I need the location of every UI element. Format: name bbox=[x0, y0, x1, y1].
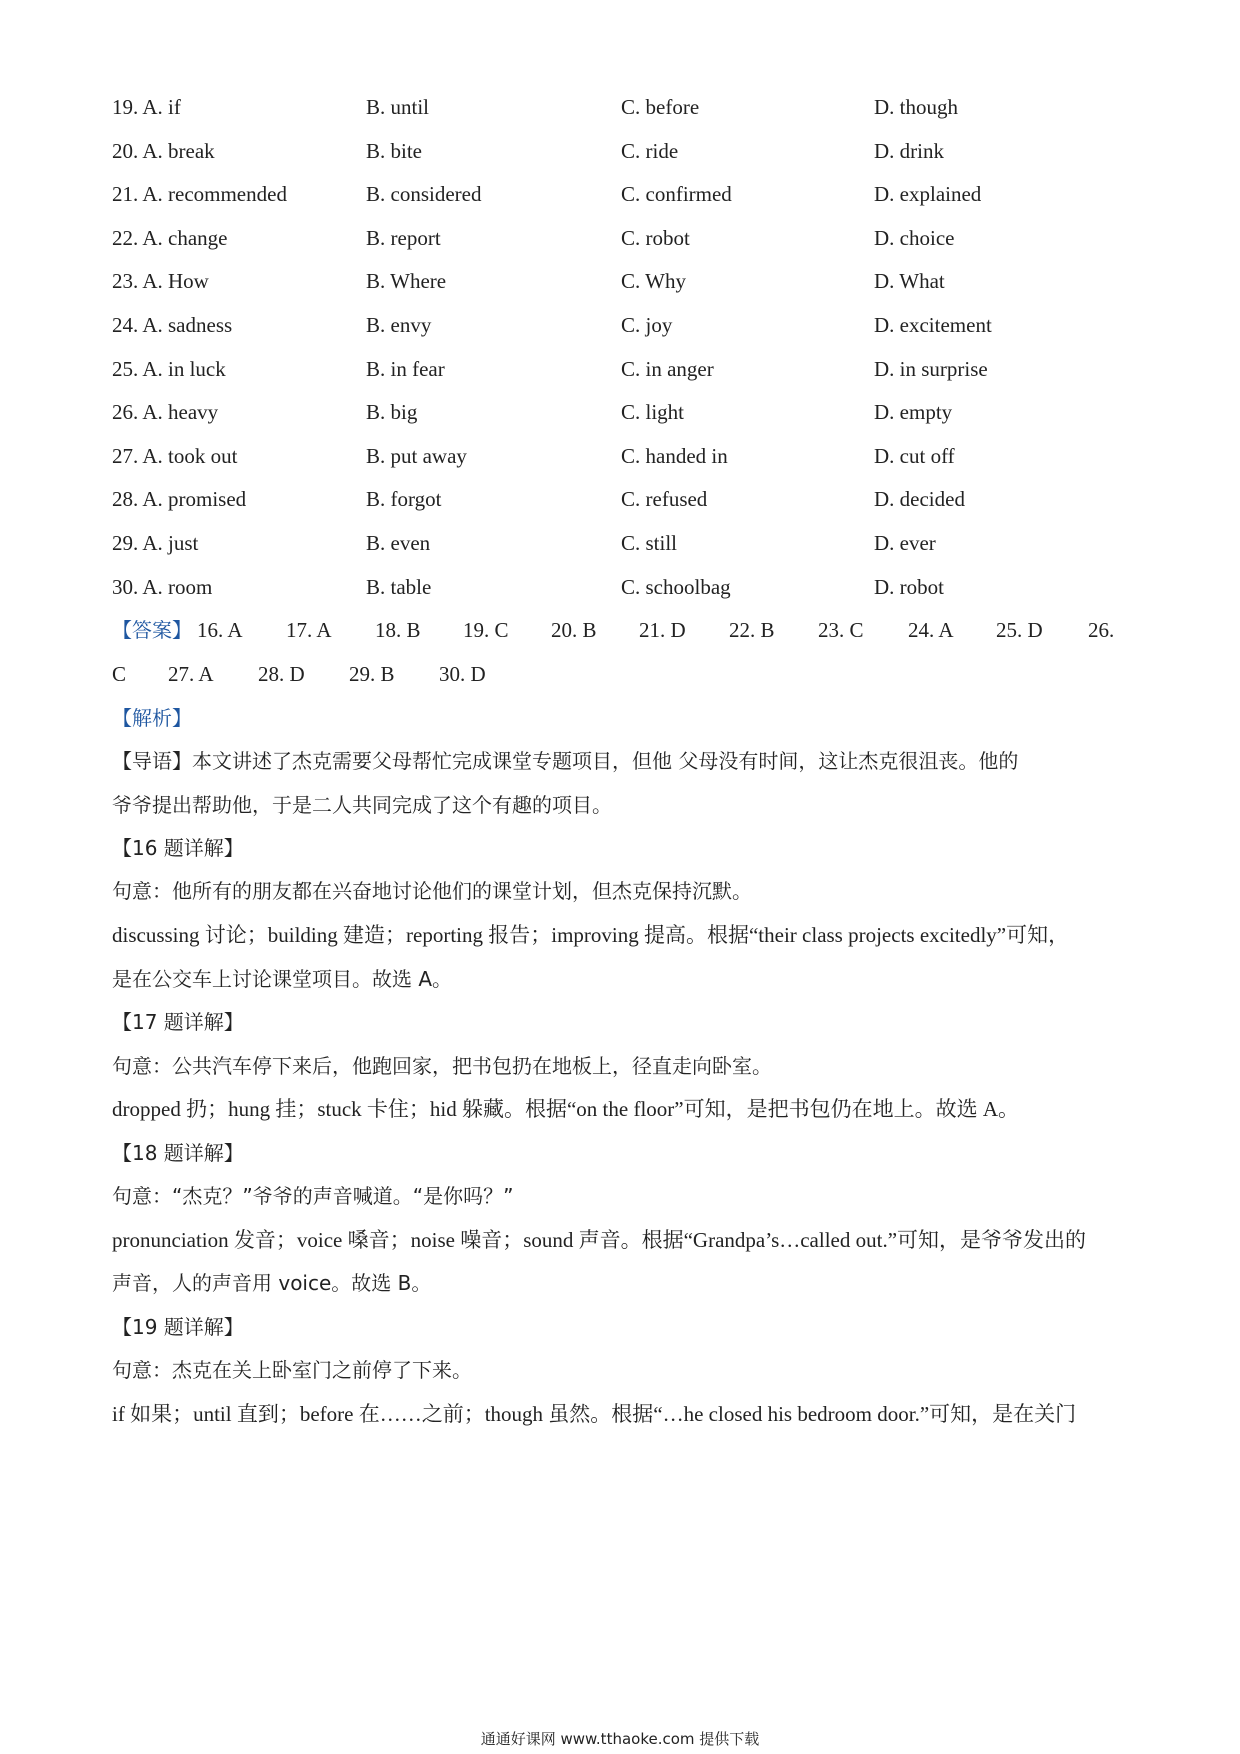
option-c: C. refused bbox=[621, 487, 708, 511]
answer-item: 23. C bbox=[818, 618, 864, 642]
option-c: C. confirmed bbox=[621, 182, 732, 206]
option-a: 23. A. How bbox=[112, 269, 209, 293]
option-b: B. bite bbox=[366, 139, 422, 163]
intro-line-1: 【导语】本文讲述了杰克需要父母帮忙完成课堂专题项目，但他 父母没有时间，这让杰克很沮丧。他的 bbox=[112, 749, 1019, 773]
option-d: D. empty bbox=[874, 400, 953, 424]
option-a: 30. A. room bbox=[112, 575, 213, 599]
option-b: B. considered bbox=[366, 182, 482, 206]
answer-item: 26. bbox=[1088, 618, 1115, 642]
option-d: D. ever bbox=[874, 531, 936, 555]
option-row bbox=[0, 354, 1240, 384]
q19-explanation-1: if 如果；until 直到；before 在……之前；though 虽然。根据“…he closed his bedroom door.”可知，是在关门 bbox=[112, 1402, 1077, 1426]
intro-line-2: 爷爷提出帮助他，于是二人共同完成了这个有趣的项目。 bbox=[112, 793, 612, 817]
answer-label: 【答案】 bbox=[112, 618, 192, 642]
option-d: D. in surprise bbox=[874, 357, 988, 381]
option-d: D. What bbox=[874, 269, 945, 293]
option-row bbox=[0, 441, 1240, 471]
option-c: C. robot bbox=[621, 226, 690, 250]
answer-item: 25. D bbox=[996, 618, 1043, 642]
answer-item: 28. D bbox=[258, 662, 305, 686]
option-d: D. choice bbox=[874, 226, 955, 250]
q16-explanation-1: discussing 讨论；building 建造；reporting 报告；improving 提高。根据“their class projects excitedly”可知， bbox=[112, 923, 1070, 947]
option-d: D. explained bbox=[874, 182, 982, 206]
answer-item: 16. A bbox=[197, 618, 243, 642]
answer-item: 20. B bbox=[551, 618, 597, 642]
option-a: 26. A. heavy bbox=[112, 400, 219, 424]
option-row bbox=[0, 179, 1240, 209]
q16-meaning: 句意：他所有的朋友都在兴奋地讨论他们的课堂计划，但杰克保持沉默。 bbox=[112, 879, 752, 903]
option-d: D. excitement bbox=[874, 313, 992, 337]
option-b: B. Where bbox=[366, 269, 447, 293]
answer-item: 24. A bbox=[908, 618, 954, 642]
page-footer: 通通好课网 www.tthaoke.com 提供下载 bbox=[480, 1730, 760, 1748]
answer-item: C bbox=[112, 662, 127, 686]
option-row bbox=[0, 484, 1240, 514]
q17-explanation-1: dropped 扔；hung 挂；stuck 卡住；hid 躲藏。根据“on the floor”可知，是把书包仍在地上。故选 A。 bbox=[112, 1097, 1020, 1121]
option-c: C. still bbox=[621, 531, 678, 555]
analysis-label: 【解析】 bbox=[112, 706, 192, 730]
option-row bbox=[0, 136, 1240, 166]
q17-heading: 【17 题详解】 bbox=[112, 1010, 244, 1034]
option-row bbox=[0, 310, 1240, 340]
option-d: D. robot bbox=[874, 575, 944, 599]
answer-item: 19. C bbox=[463, 618, 509, 642]
option-a: 25. A. in luck bbox=[112, 357, 226, 381]
option-d: D. though bbox=[874, 95, 958, 119]
option-c: C. light bbox=[621, 400, 685, 424]
option-c: C. handed in bbox=[621, 444, 728, 468]
q18-heading: 【18 题详解】 bbox=[112, 1141, 244, 1165]
answer-item: 22. B bbox=[729, 618, 775, 642]
option-c: C. ride bbox=[621, 139, 679, 163]
option-row bbox=[0, 92, 1240, 122]
option-row bbox=[0, 397, 1240, 427]
option-c: C. schoolbag bbox=[621, 575, 731, 599]
option-c: C. before bbox=[621, 95, 700, 119]
q16-heading: 【16 题详解】 bbox=[112, 836, 244, 860]
q18-explanation-2: 声音，人的声音用 voice。故选 B。 bbox=[112, 1271, 432, 1295]
answer-item: 29. B bbox=[349, 662, 395, 686]
q17-meaning: 句意：公共汽车停下来后，他跑回家，把书包扔在地板上，径直走向卧室。 bbox=[112, 1054, 772, 1078]
option-c: C. joy bbox=[621, 313, 673, 337]
option-a: 22. A. change bbox=[112, 226, 228, 250]
answer-item: 18. B bbox=[375, 618, 421, 642]
option-row bbox=[0, 266, 1240, 296]
option-d: D. cut off bbox=[874, 444, 955, 468]
answer-item: 30. D bbox=[439, 662, 486, 686]
option-d: D. decided bbox=[874, 487, 965, 511]
option-b: B. envy bbox=[366, 313, 432, 337]
q18-meaning: 句意：“杰克？”爷爷的声音喊道。“是你吗？” bbox=[112, 1184, 514, 1208]
answer-item: 27. A bbox=[168, 662, 214, 686]
option-b: B. put away bbox=[366, 444, 467, 468]
q16-explanation-2: 是在公交车上讨论课堂项目。故选 A。 bbox=[112, 967, 453, 991]
option-c: C. in anger bbox=[621, 357, 714, 381]
option-b: B. report bbox=[366, 226, 441, 250]
option-d: D. drink bbox=[874, 139, 944, 163]
option-b: B. until bbox=[366, 95, 430, 119]
option-b: B. big bbox=[366, 400, 418, 424]
option-a: 19. A. if bbox=[112, 95, 181, 119]
option-b: B. in fear bbox=[366, 357, 445, 381]
option-a: 29. A. just bbox=[112, 531, 199, 555]
answer-item: 21. D bbox=[639, 618, 686, 642]
option-b: B. forgot bbox=[366, 487, 442, 511]
option-a: 21. A. recommended bbox=[112, 182, 287, 206]
q19-heading: 【19 题详解】 bbox=[112, 1315, 244, 1339]
option-row bbox=[0, 223, 1240, 253]
q19-meaning: 句意：杰克在关上卧室门之前停了下来。 bbox=[112, 1358, 472, 1382]
option-a: 24. A. sadness bbox=[112, 313, 233, 337]
option-a: 27. A. took out bbox=[112, 444, 238, 468]
option-a: 28. A. promised bbox=[112, 487, 247, 511]
option-row bbox=[0, 572, 1240, 602]
option-a: 20. A. break bbox=[112, 139, 215, 163]
option-b: B. table bbox=[366, 575, 432, 599]
option-row bbox=[0, 528, 1240, 558]
q18-explanation-1: pronunciation 发音；voice 嗓音；noise 噪音；sound 声音。根据“Grandpa’s…called out.”可知，是爷爷发出的 bbox=[112, 1228, 1087, 1252]
answer-item: 17. A bbox=[286, 618, 332, 642]
option-c: C. Why bbox=[621, 269, 686, 293]
option-b: B. even bbox=[366, 531, 431, 555]
